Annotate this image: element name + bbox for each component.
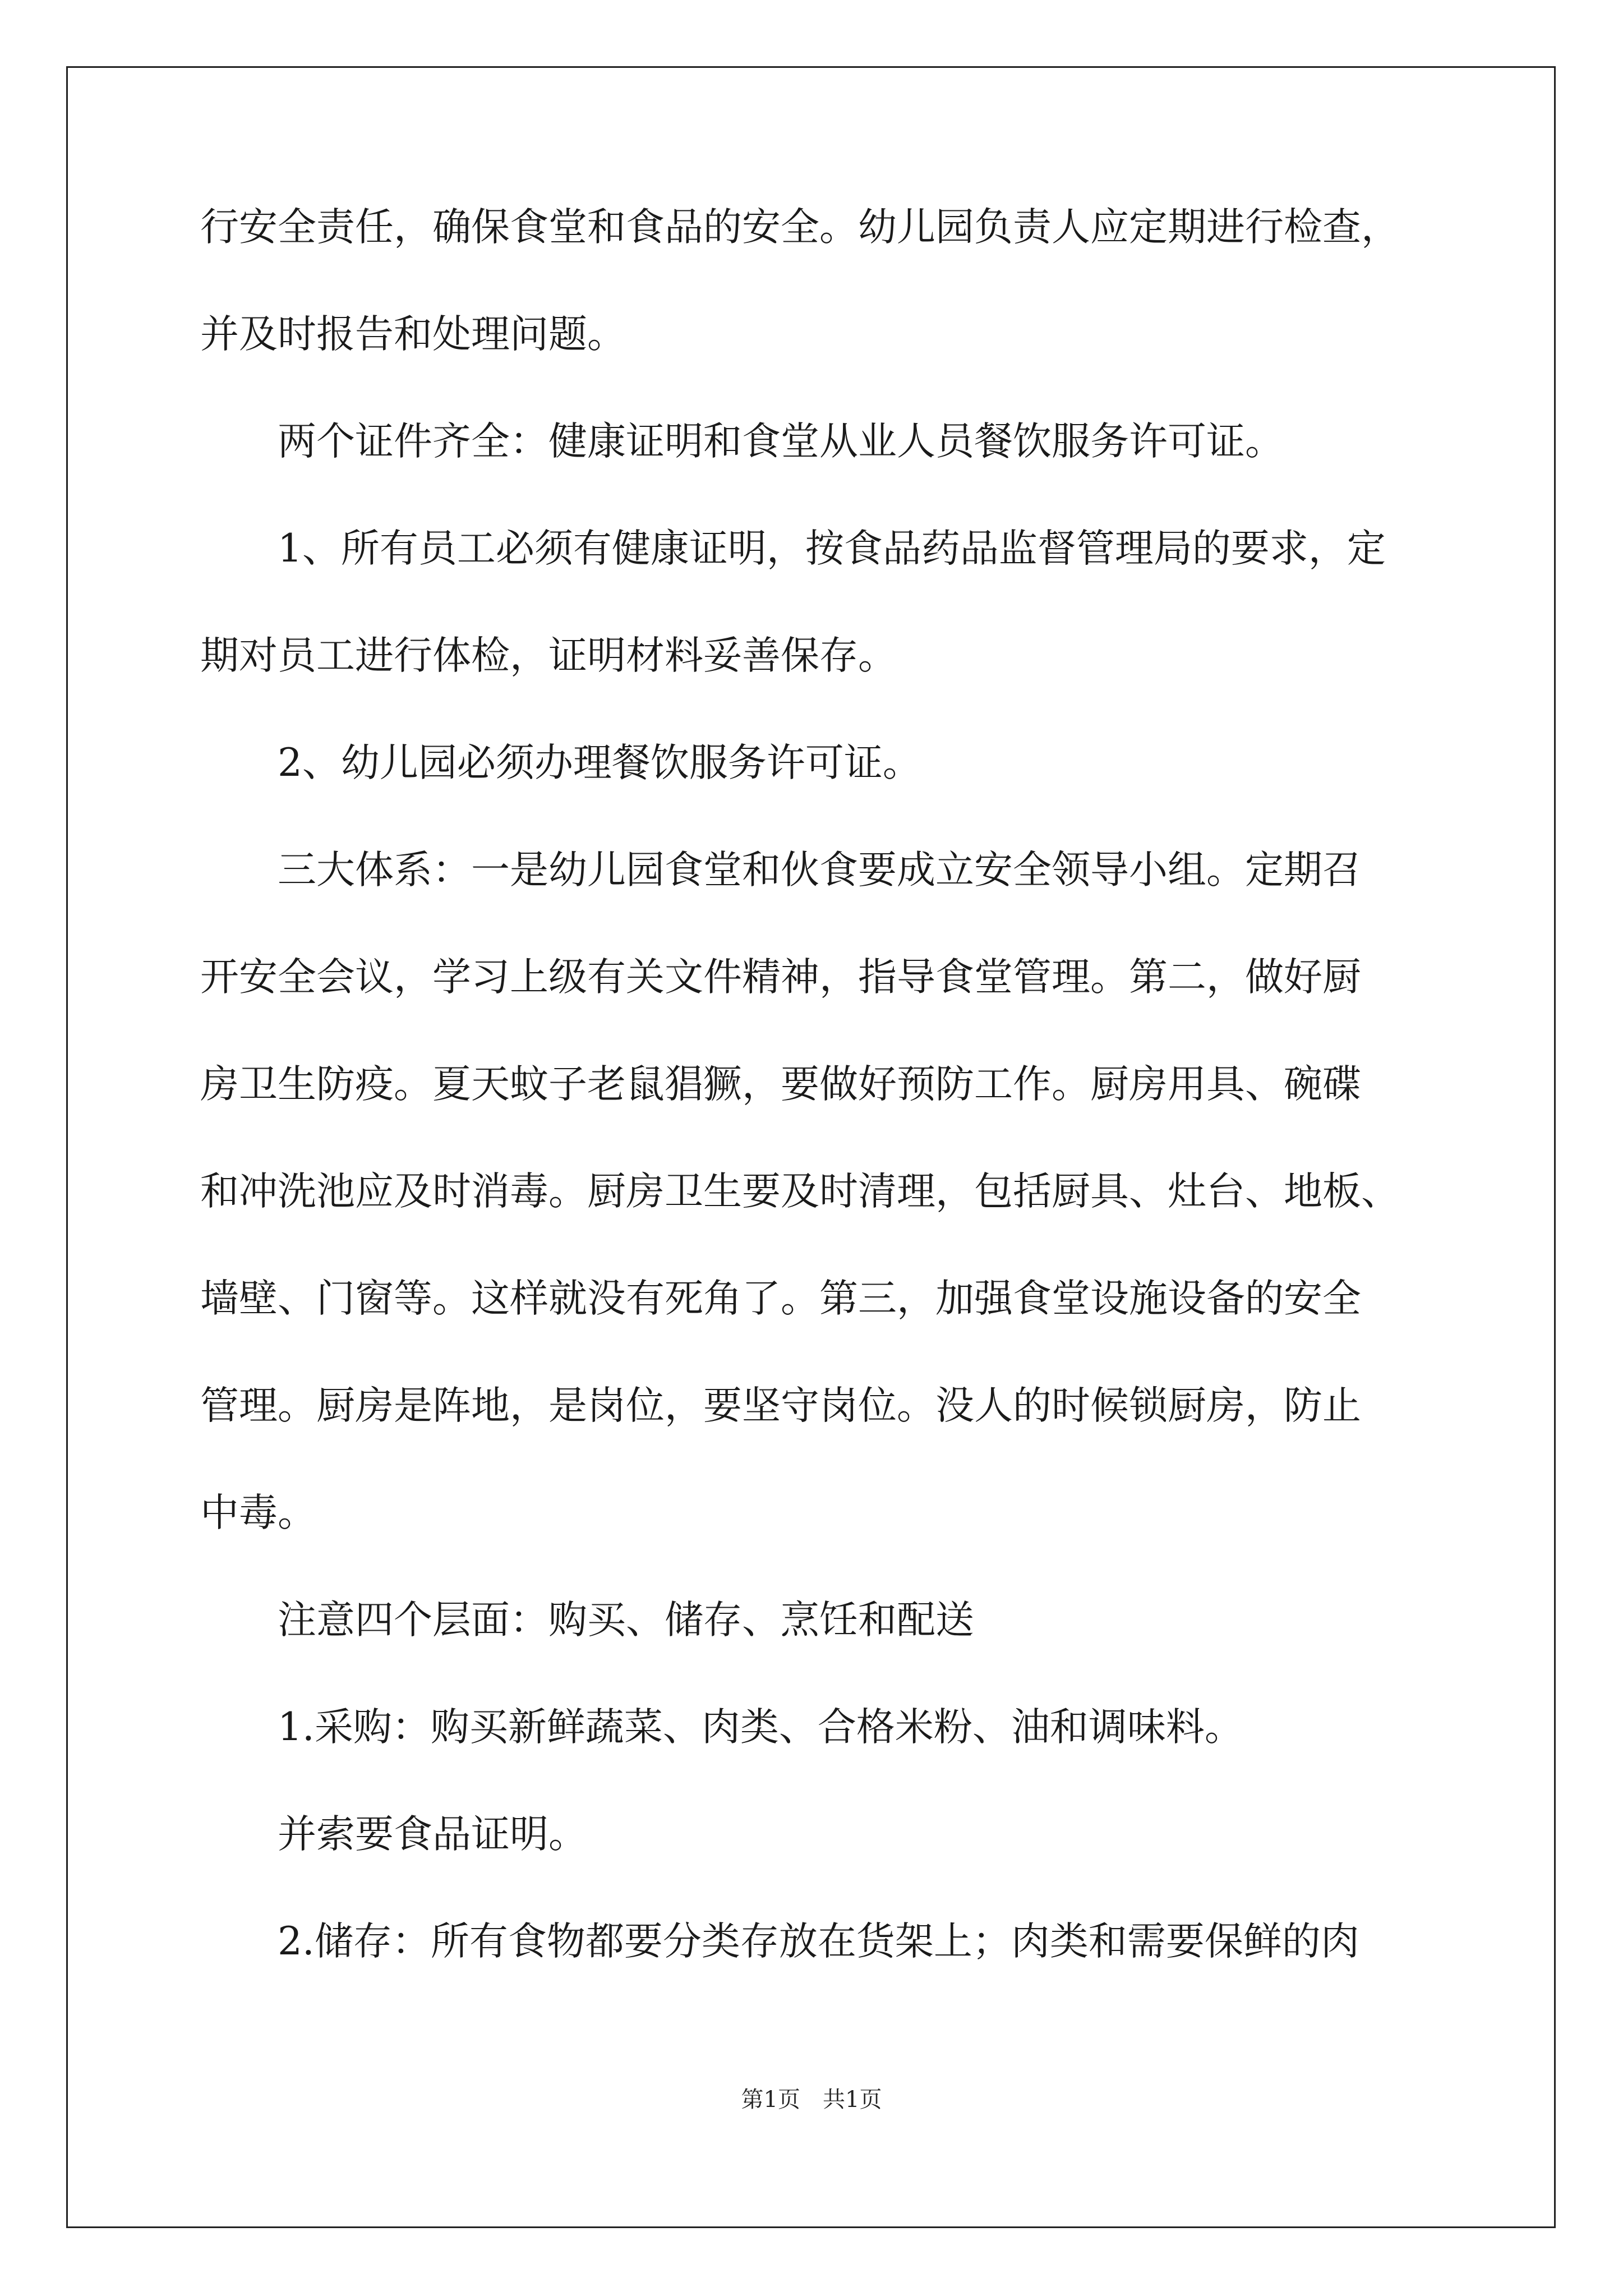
text-line: 中毒。 bbox=[200, 1490, 316, 1535]
document-body bbox=[200, 205, 1462, 1964]
text-line: 注意四个层面：购买、储存、烹饪和配送 bbox=[200, 1598, 974, 1642]
text-line: 2、幼儿园必须办理餐饮服务许可证。 bbox=[200, 740, 921, 785]
text-line: 房卫生防疫。夏天蚊子老鼠猖獗，要做好预防工作。厨房用具、碗碟 bbox=[200, 1062, 1361, 1107]
text-line: 两个证件齐全：健康证明和食堂从业人员餐饮服务许可证。 bbox=[200, 419, 1284, 464]
text-line: 墙壁、门窗等。这样就没有死角了。第三，加强食堂设施设备的安全 bbox=[200, 1276, 1361, 1321]
text-line: 行安全责任，确保食堂和食品的安全。幼儿园负责人应定期进行检查， bbox=[200, 205, 1400, 250]
text-line: 和冲洗池应及时消毒。厨房卫生要及时清理，包括厨具、灶台、地板、 bbox=[200, 1169, 1400, 1214]
text-line: 开安全会议，学习上级有关文件精神，指导食堂管理。第二，做好厨 bbox=[200, 955, 1361, 1000]
page-footer: 第1页 共1页 bbox=[741, 2087, 882, 2113]
text-line: 期对员工进行体检，证明材料妥善保存。 bbox=[200, 633, 897, 678]
text-line: 1、所有员工必须有健康证明，按食品药品监督管理局的要求，定 bbox=[200, 526, 1386, 571]
text-line: 2.储存：所有食物都要分类存放在货架上；肉类和需要保鲜的肉 bbox=[200, 1919, 1359, 1964]
text-line: 管理。厨房是阵地，是岗位，要坚守岗位。没人的时候锁厨房，防止 bbox=[200, 1383, 1361, 1428]
text-line: 1.采购：购买新鲜蔬菜、肉类、合格米粉、油和调味料。 bbox=[200, 1705, 1243, 1750]
text-line: 并及时报告和处理问题。 bbox=[200, 312, 626, 357]
text-line: 三大体系：一是幼儿园食堂和伙食要成立安全领导小组。定期召 bbox=[200, 848, 1361, 892]
text-line: 并索要食品证明。 bbox=[200, 1812, 587, 1857]
